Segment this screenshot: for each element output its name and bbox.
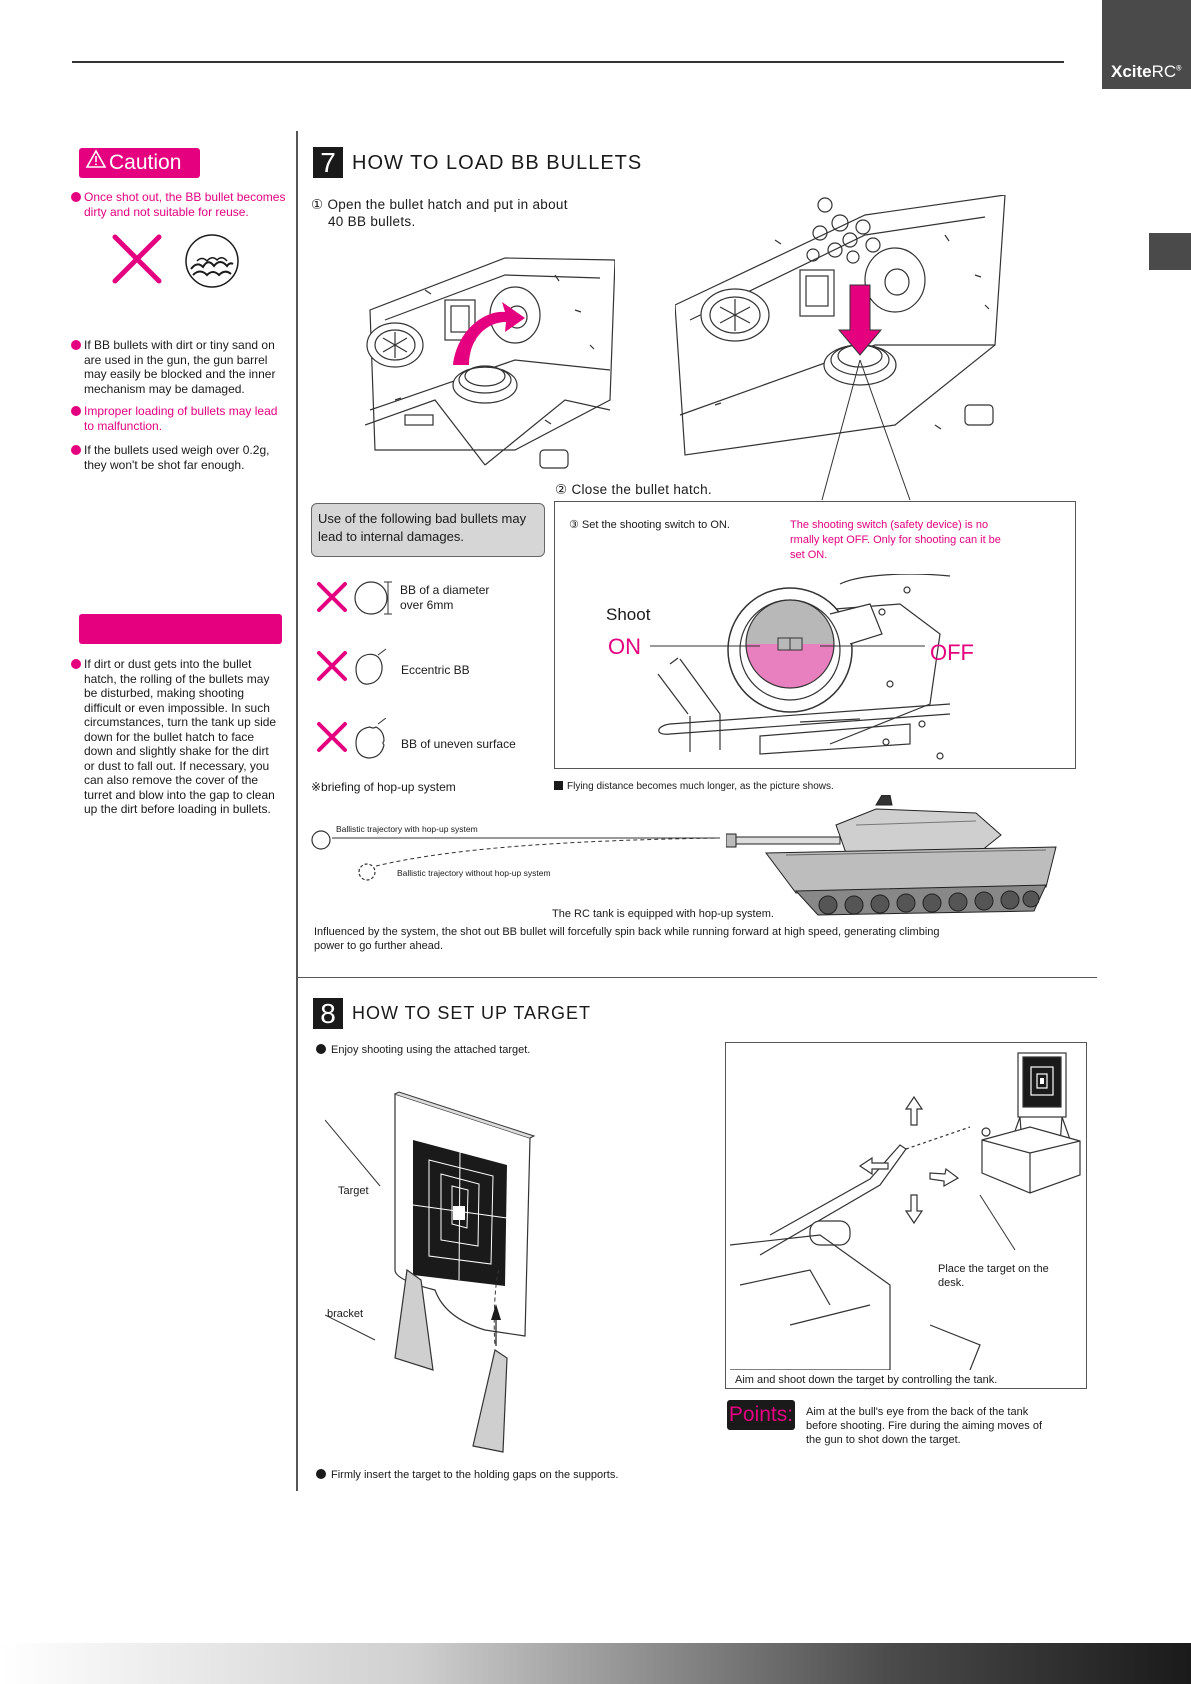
trajectory-with-label: Ballistic trajectory with hop-up system <box>336 824 478 834</box>
caution-note-reuse: Once shot out, the BB bullet becomes dirty and not suitable for reuse. <box>71 190 296 219</box>
switch-illustration <box>650 574 955 764</box>
step3-text: ③ Set the shooting switch to ON. <box>569 519 730 531</box>
points-badge: Points: <box>727 1400 795 1430</box>
section-title: HOW TO SET UP TARGET <box>352 1003 592 1023</box>
column-divider <box>296 131 298 1491</box>
dirty-bb-icon <box>183 233 241 289</box>
brand-logo: XciteRC® <box>1111 62 1182 81</box>
section-divider <box>297 977 1097 978</box>
target-assembly-illustration <box>325 1090 555 1460</box>
step1-text: ① Open the bullet hatch and put in about 40 BB bullets. <box>311 197 568 229</box>
footer-gradient-bar <box>0 1643 1191 1684</box>
points-text: Aim at the bull's eye from the back of the tank before shooting. Fire during the aiming moves of the gun to shot down the target. <box>806 1406 1043 1446</box>
hopup-title: ※briefing of hop-up system <box>311 780 456 794</box>
step2-text: ② Close the bullet hatch. <box>555 482 712 497</box>
insert-text: Firmly insert the target to the holding gaps on the supports. <box>316 1468 618 1482</box>
square-bullet-icon <box>554 781 563 790</box>
section-number: 8 <box>313 998 343 1029</box>
bad-bullet-label-3: BB of uneven surface <box>401 737 516 751</box>
callout-lines <box>820 360 940 502</box>
on-label: ON <box>608 634 641 659</box>
influenced-text: Influenced by the system, the shot out BB bullet will forcefully spin back while running forward at high speed, generating climbing power to go further ahead. <box>314 926 940 952</box>
bad-bullet-oversize <box>316 581 396 622</box>
side-tab <box>1149 233 1191 270</box>
caution-bar <box>79 614 282 644</box>
caution-note-weight: If the bullets used weigh over 0.2g, they won't be shot far enough. <box>71 443 296 472</box>
section-title: HOW TO LOAD BB BULLETS <box>352 152 643 174</box>
cross-icon <box>111 233 163 285</box>
bad-bullet-eccentric <box>316 647 396 692</box>
equipped-text: The RC tank is equipped with hop-up system. <box>552 908 774 920</box>
brand-logo-box <box>1102 0 1191 89</box>
enjoy-text: Enjoy shooting using the attached target. <box>316 1043 530 1057</box>
aim-caption: Aim and shoot down the target by controlling the tank. <box>735 1374 998 1386</box>
bad-bullets-box: Use of the following bad bullets may lead to internal damages. <box>311 503 545 557</box>
bad-bullet-label-2: Eccentric BB <box>401 663 470 677</box>
bullet-dot <box>71 192 81 202</box>
bracket-label: bracket <box>327 1308 364 1320</box>
bullet-dot <box>316 1469 326 1479</box>
shoot-label: Shoot <box>606 605 651 624</box>
caution-label: Caution <box>109 151 182 174</box>
caution-note-improper: Improper loading of bullets may lead to malfunction. <box>71 404 296 433</box>
bullet-dot <box>71 340 81 350</box>
eccentric-bb-icon <box>316 647 396 687</box>
caution-note-dirt: If BB bullets with dirt or tiny sand on are used in the gun, the gun barrel may easily be blocked and the inner mechanism may be damaged. <box>71 338 296 396</box>
turret-open-illustration <box>365 250 615 475</box>
warning-icon <box>85 148 107 178</box>
trajectory-without-label: Ballistic trajectory without hop-up system <box>397 868 551 878</box>
uneven-bb-icon <box>316 718 396 762</box>
bullet-dot <box>316 1044 326 1054</box>
off-label: OFF <box>930 640 974 665</box>
bullet-dot <box>71 659 81 669</box>
place-target-text: Place the target on the desk. <box>938 1263 1049 1289</box>
caution-note-dust: If dirt or dust gets into the bullet hatch, the rolling of the bullets may be disturbed, making shooting difficult or even impossible. In such circumstances, turn the tank up side down for the bullet hatch to face down and slightly shake for the dirt or dust to fall out. If necessary, you can also remove the cover of the turret and blow into the gap to clean up the dirt before loading in bullets. <box>71 657 296 817</box>
caution-badge <box>79 148 200 178</box>
tank-illustration <box>726 795 1061 925</box>
target-label: Target <box>338 1185 369 1197</box>
flying-note: Flying distance becomes much longer, as the picture shows. <box>554 781 834 792</box>
top-rule <box>72 61 1064 63</box>
oversize-bb-icon <box>316 581 396 617</box>
bullet-dot <box>71 406 81 416</box>
aim-illustration <box>730 1045 1085 1370</box>
bullet-dot <box>71 445 81 455</box>
bad-bullet-label-1: BB of a diameter over 6mm <box>400 583 490 612</box>
section-number: 7 <box>313 147 343 178</box>
bad-bullet-uneven <box>316 718 396 767</box>
safety-note: The shooting switch (safety device) is no rmally kept OFF. Only for shooting can it be set ON. <box>790 519 1001 561</box>
